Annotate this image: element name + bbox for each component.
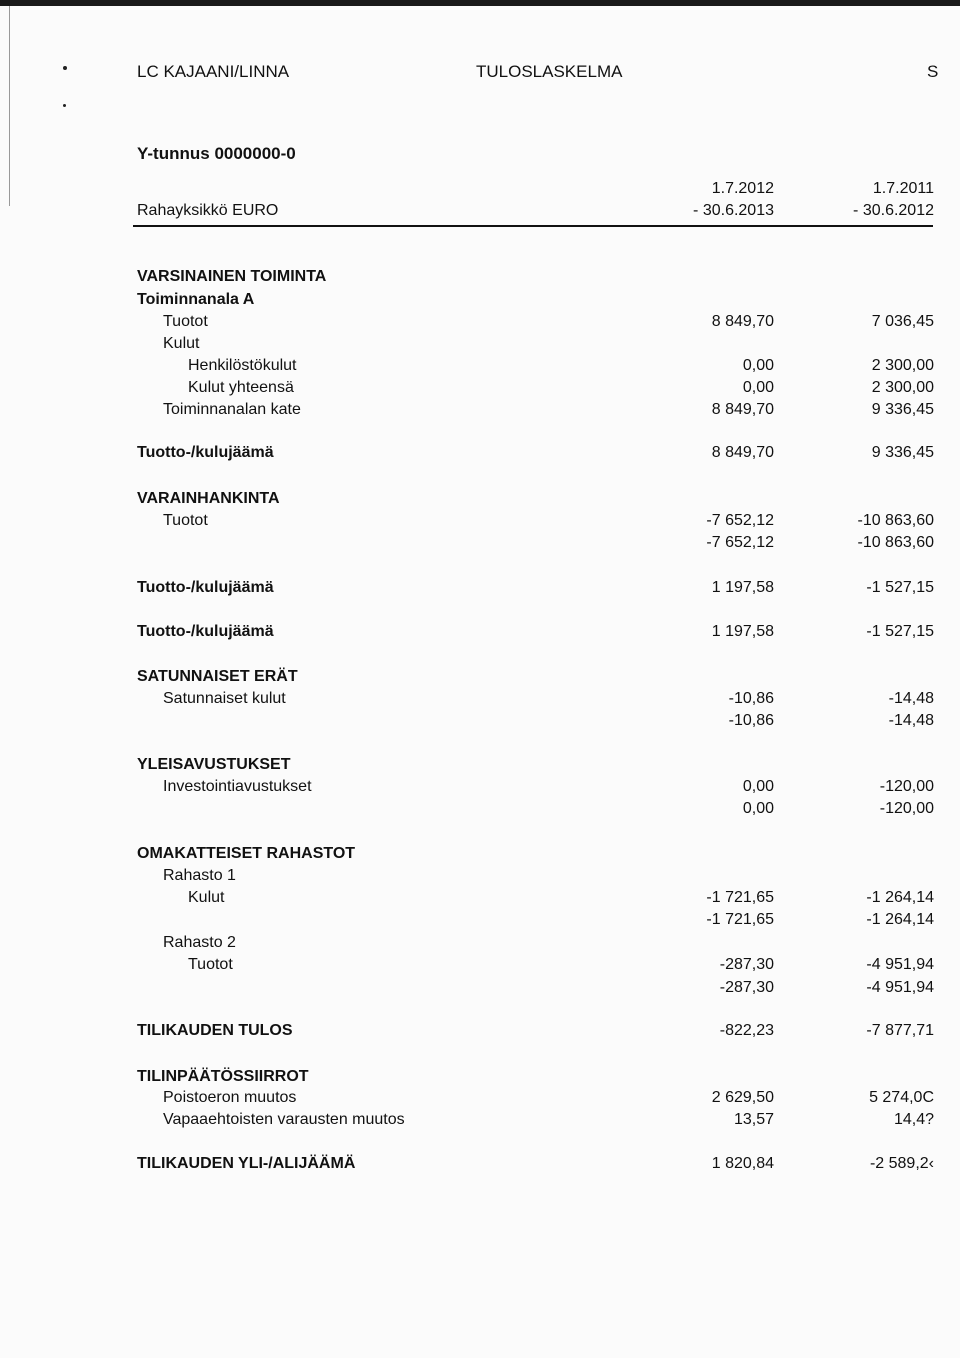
section-heading: SATUNNAISET ERÄT: [137, 668, 298, 685]
value-2013: 13,57: [733, 1111, 774, 1128]
row-label: Vapaaehtoisten varausten muutos: [163, 1111, 405, 1128]
statement-row: [0, 579, 960, 601]
value-2012: -1 264,14: [866, 889, 934, 906]
value-2012: -4 951,94: [866, 956, 934, 973]
value-2013: -7 652,12: [706, 534, 774, 551]
value-2013: 8 849,70: [711, 444, 774, 461]
subtotal-label: Tuotto-/kulujäämä: [137, 623, 274, 640]
statement-row: [0, 1089, 960, 1111]
value-2012: -4 951,94: [866, 979, 934, 996]
statement-row: [0, 1068, 960, 1090]
value-2013: 0,00: [742, 778, 774, 795]
statement-row: [0, 800, 960, 822]
scan-speck: [63, 66, 67, 70]
business-id: Y-tunnus 0000000-0: [137, 144, 296, 163]
row-label: Tuotot: [188, 956, 233, 973]
value-2013: -10,86: [728, 690, 774, 707]
statement-row: [0, 979, 960, 1001]
statement-row: [0, 778, 960, 800]
subtotal-label: Tuotto-/kulujäämä: [137, 444, 274, 461]
statement-row: [0, 1111, 960, 1133]
value-2012: -7 877,71: [866, 1022, 934, 1039]
statement-row: [0, 268, 960, 290]
value-2012: -1 527,15: [866, 623, 934, 640]
scan-speck: [63, 104, 66, 107]
row-label: Poistoeron muutos: [163, 1089, 297, 1106]
statement-row: [0, 379, 960, 401]
statement-row: [0, 1022, 960, 1044]
value-2013: -10,86: [728, 712, 774, 729]
value-2013: 2 629,50: [711, 1089, 774, 1106]
section-heading: TILINPÄÄTÖSSIIRROT: [137, 1068, 309, 1085]
value-2013: -1 721,65: [706, 911, 774, 928]
statement-row: [0, 1155, 960, 1177]
value-2013: -1 721,65: [706, 889, 774, 906]
statement-row: [0, 956, 960, 978]
statement-row: [0, 313, 960, 335]
statement-row: [0, 357, 960, 379]
statement-row: [0, 623, 960, 645]
period2-start: 1.7.2011: [872, 180, 934, 197]
statement-row: [0, 534, 960, 556]
row-label: Tuotot: [163, 313, 208, 330]
organization-name: LC KAJAANI/LINNA: [137, 62, 290, 81]
row-label: Investointiavustukset: [163, 778, 312, 795]
value-2012: -120,00: [879, 800, 934, 817]
row-label: Toiminnanalan kate: [163, 401, 301, 418]
statement-row: [0, 401, 960, 423]
value-2012: 5 274,0C: [869, 1089, 934, 1106]
value-2013: 0,00: [742, 800, 774, 817]
period2-end: - 30.6.2012: [853, 202, 934, 219]
row-label: Kulut yhteensä: [188, 379, 294, 396]
row-label: Henkilöstökulut: [188, 357, 297, 374]
statement-row: [0, 291, 960, 313]
statement-row: [0, 867, 960, 889]
value-2013: -7 652,12: [706, 512, 774, 529]
statement-row: [0, 889, 960, 911]
value-2013: 8 849,70: [711, 401, 774, 418]
value-2012: -10 863,60: [857, 534, 934, 551]
value-2012: -14,48: [888, 690, 934, 707]
value-2013: 1 197,58: [711, 579, 774, 596]
sub-heading: Toiminnanala A: [137, 291, 255, 308]
value-2012: -10 863,60: [857, 512, 934, 529]
section-heading: YLEISAVUSTUKSET: [137, 756, 291, 773]
row-label: Rahasto 2: [163, 934, 236, 951]
section-heading: OMAKATTEISET RAHASTOT: [137, 845, 356, 862]
statement-row: [0, 756, 960, 778]
value-2012: -2 589,2‹: [869, 1155, 934, 1172]
scan-left-edge: [9, 6, 10, 206]
result-label: TILIKAUDEN TULOS: [137, 1022, 293, 1039]
subtotal-label: Tuotto-/kulujäämä: [137, 579, 274, 596]
value-2013: 1 820,84: [711, 1155, 774, 1172]
statement-row: [0, 934, 960, 956]
value-2012: 2 300,00: [871, 357, 934, 374]
period1-end: - 30.6.2013: [693, 202, 774, 219]
statement-row: [0, 444, 960, 466]
statement-row: [0, 845, 960, 867]
value-2012: 9 336,45: [871, 444, 934, 461]
period1-start: 1.7.2012: [711, 180, 774, 197]
value-2013: -287,30: [719, 979, 774, 996]
header-rule: [133, 225, 933, 227]
statement-row: [0, 512, 960, 534]
value-2013: 1 197,58: [711, 623, 774, 640]
value-2012: -120,00: [879, 778, 934, 795]
scan-top-edge: [0, 0, 960, 6]
section-heading: VARAINHANKINTA: [137, 490, 280, 507]
value-2013: 0,00: [742, 357, 774, 374]
value-2013: -287,30: [719, 956, 774, 973]
statement-row: [0, 690, 960, 712]
value-2013: 0,00: [742, 379, 774, 396]
row-label: Tuotot: [163, 512, 208, 529]
row-label: Rahasto 1: [163, 867, 236, 884]
value-2012: -1 527,15: [866, 579, 934, 596]
value-2012: -1 264,14: [866, 911, 934, 928]
page-mark: S: [927, 62, 939, 81]
final-result-label: TILIKAUDEN YLI-/ALIJÄÄMÄ: [137, 1155, 356, 1172]
value-2012: 14,4?: [893, 1111, 934, 1128]
value-2013: 8 849,70: [711, 313, 774, 330]
section-heading: VARSINAINEN TOIMINTA: [137, 268, 327, 285]
value-2013: -822,23: [719, 1022, 774, 1039]
row-label: Kulut: [163, 335, 200, 352]
statement-row: [0, 911, 960, 933]
statement-row: [0, 668, 960, 690]
currency-unit: Rahayksikkö EURO: [137, 202, 279, 219]
row-label: Satunnaiset kulut: [163, 690, 286, 707]
statement-row: [0, 335, 960, 357]
value-2012: 9 336,45: [871, 401, 934, 418]
value-2012: 2 300,00: [871, 379, 934, 396]
statement-row: [0, 490, 960, 512]
row-label: Kulut: [188, 889, 225, 906]
statement-row: [0, 712, 960, 734]
document-title: TULOSLASKELMA: [476, 62, 623, 81]
value-2012: -14,48: [888, 712, 934, 729]
value-2012: 7 036,45: [871, 313, 934, 330]
